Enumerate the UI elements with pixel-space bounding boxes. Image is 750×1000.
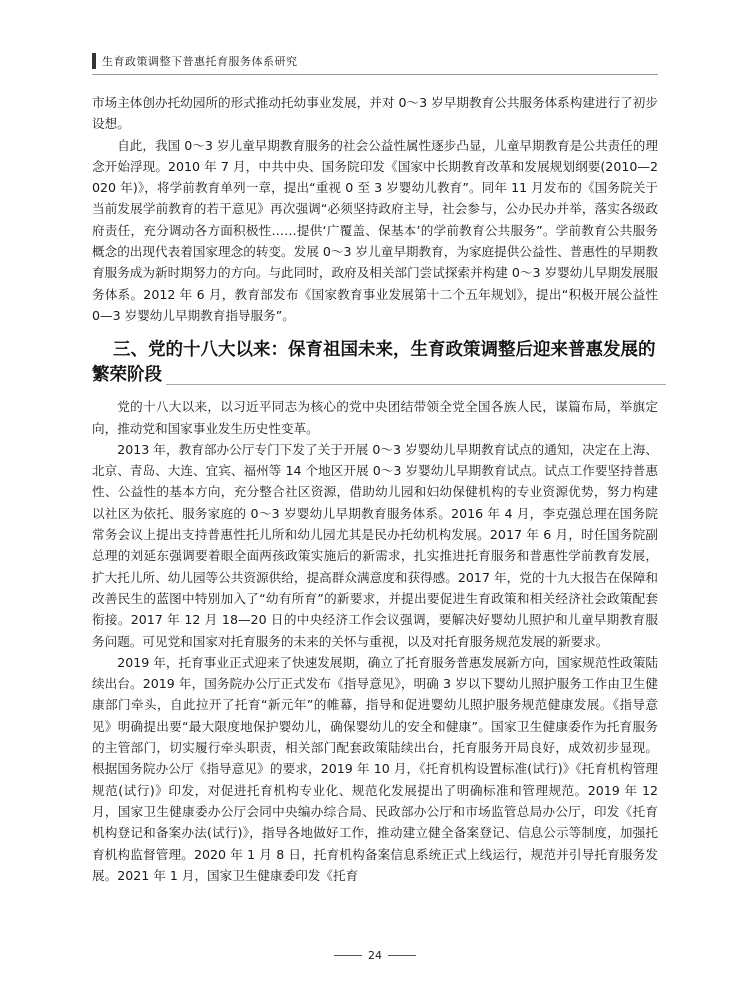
page-footer bbox=[0, 949, 750, 962]
header-marker-bar bbox=[92, 53, 96, 69]
page-number-dash-left bbox=[334, 955, 362, 956]
section-heading-text: 三、党的十八大以来：保育祖国未来，生育政策调整后迎来普惠发展的繁荣阶段 bbox=[92, 340, 656, 386]
running-header bbox=[92, 52, 298, 70]
section-heading bbox=[92, 338, 658, 388]
section-heading-rule bbox=[166, 384, 666, 385]
running-header-title: 生育政策调整下普惠托育服务体系研究 bbox=[102, 55, 298, 68]
paragraph: 2019 年，托育事业正式迎来了快速发展期，确立了托育服务普惠发展新方向，国家规范性政策陆续出台。2019 年，国务院办公厅正式发布《指导意见》，明确 3 岁以下婴幼儿照护服务工作由卫生健康部门牵头，自此拉开了托育“新元年”的帷幕，指导和促进婴幼儿照护服务规范健康发展。《指导意见》明确提出要“最大限度地保护婴幼儿，确保婴幼儿的安全和健康”。国家卫生健康委作为托育服务的主管部门，切实履行牵头职责，相关部门配套政策陆续出台，托育服务开局良好，成效初步显现。根据国务院办公厅《指导意见》的要求，2019 年 10 月，《托育机构设置标准(试行)》《托育机构管理规范(试行)》印发，对促进托育机构专业化、规范化发展提出了明确标准和管理规范。2019 年 12 月，国家卫生健康委办公厅会同中央编办综合局、民政部办公厅和市场监管总局办公厅，印发《托育机构登记和备案办法(试行)》，指导各地做好工作，推动建立健全备案登记、信息公示等制度，加强托育机构监督管理。2020 年 1 月 8 日，托育机构备案信息系统正式上线运行，规范并引导托育服务发展。2021 年 1 月，国家卫生健康委印发《托育 bbox=[92, 654, 658, 883]
page-number: 24 bbox=[368, 949, 382, 962]
paragraph: 2013 年，教育部办公厅专门下发了关于开展 0～3 岁婴幼儿早期教育试点的通知，决定在上海、北京、青岛、大连、宜宾、福州等 14 个地区开展 0～3 岁婴幼儿早期教育试点。试点工作要坚持普惠性、公益性的基本方向，充分整合社区资源，借助幼儿园和妇幼保健机构的专业资源优势，努力构建以社区为依托、服务家庭的 0～3 岁婴幼儿早期教育服务体系。2016 年 4 月，李克强总理在国务院常务会议上提出支持普惠性托儿所和幼儿园尤其是民办托幼机构发展。2017 年 6 月，时任国务院副总理的刘延东强调要着眼全面两孩政策实施后的新需求，扎实推进托育服务和普惠性学前教育发展，扩大托儿所、幼儿园等公共资源供给，提高群众满意度和获得感。2017 年，党的十九大报告在保障和改善民生的蓝图中特别加入了“幼有所育”的新要求，并提出要促进生育政策和相关经济社会政策配套衔接。2017 年 12 月 18—20 日的中央经济工作会议强调，要解决好婴幼儿照护和儿童早期教育服务问题。可见党和国家对托育服务的未来的关怀与重视，以及对托育服务规范发展的新要求。 bbox=[92, 441, 658, 649]
body-text bbox=[92, 92, 658, 886]
page-number-dash-right bbox=[388, 955, 416, 956]
paragraph: 党的十八大以来，以习近平同志为核心的党中央团结带领全党全国各族人民，谋篇布局，举旗定向，推动党和国家事业发生历史性变革。 bbox=[92, 399, 658, 436]
paragraph: 自此，我国 0～3 岁儿童早期教育服务的社会公益性属性逐步凸显，儿童早期教育是公共责任的理念开始浮现。2010 年 7 月，中共中央、国务院印发《国家中长期教育改革和发展规划纲要(2010—2020 年)》，将学前教育单列一章，提出“重视 0 至 3 岁婴幼儿教育”。同年 11 月发布的《国务院关于当前发展学前教育的若干意见》再次强调“必须坚持政府主导，社会参与，公办民办并举，落实各级政府责任，充分调动各方面积极性……提供‘广覆盖、保基本’的学前教育公共服务”。学前教育公共服务概念的出现代表着国家理念的转变。发展 0～3 岁儿童早期教育，为家庭提供公益性、普惠性的早期教育服务成为新时期努力的方向。与此同时，政府及相关部门尝试探索并构建 0～3 岁婴幼儿早期发展服务体系。2012 年 6 月，教育部发布《国家教育事业发展第十二个五年规划》，提出“积极开展公益性 0—3 岁婴幼儿早期教育指导服务”。 bbox=[92, 137, 658, 323]
paragraph-continued: 市场主体创办托幼园所的形式推动托幼事业发展，并对 0～3 岁早期教育公共服务体系构建进行了初步设想。 bbox=[92, 95, 658, 132]
header-divider bbox=[92, 74, 658, 75]
